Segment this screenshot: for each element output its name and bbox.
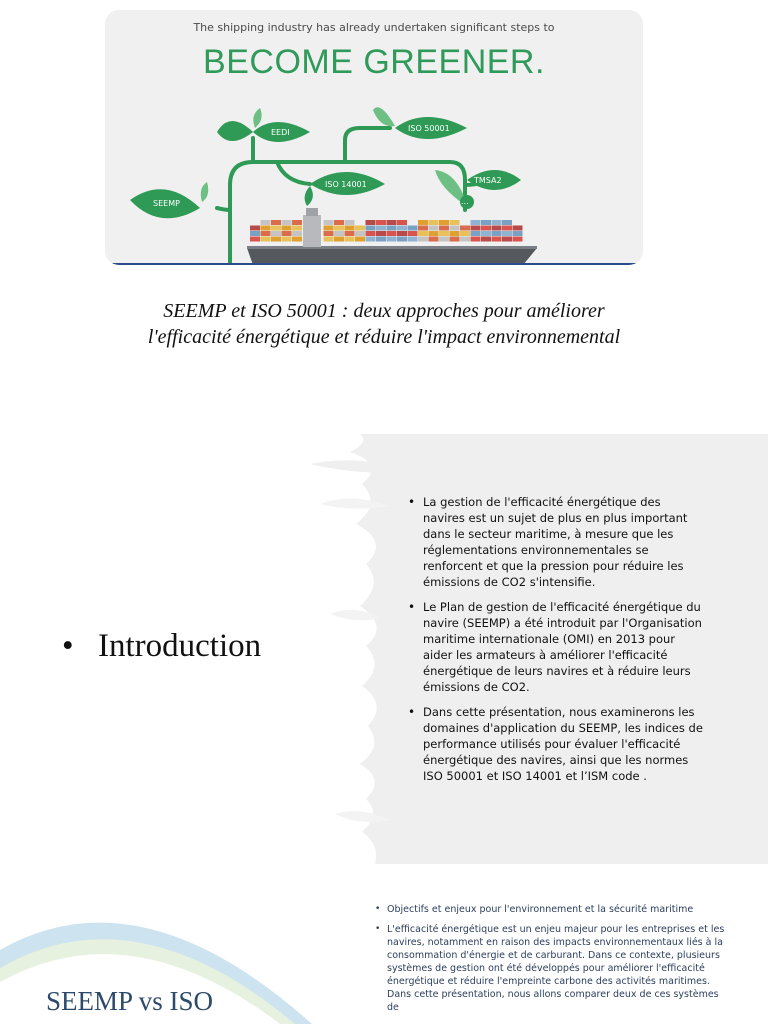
cargo-container bbox=[250, 231, 260, 236]
cargo-container bbox=[492, 237, 502, 242]
cargo-container bbox=[439, 226, 449, 231]
cargo-container bbox=[481, 226, 491, 231]
leaf bbox=[373, 107, 395, 126]
cargo-container bbox=[366, 226, 376, 231]
cargo-container bbox=[481, 237, 491, 242]
cargo-container bbox=[324, 237, 334, 242]
cargo-container bbox=[502, 231, 512, 236]
section-heading bbox=[62, 628, 261, 665]
cargo-container bbox=[418, 226, 428, 231]
cargo-container bbox=[502, 220, 512, 225]
leaf-label: SEEMP bbox=[153, 199, 180, 208]
cargo-container bbox=[271, 231, 281, 236]
cargo-container bbox=[292, 231, 302, 236]
cargo-container bbox=[450, 226, 460, 231]
list-item: • Objectifs et enjeux pour l'environnement et la sécurité maritime bbox=[374, 903, 726, 916]
cargo-container bbox=[345, 226, 355, 231]
cargo-container bbox=[324, 226, 334, 231]
cargo-container bbox=[502, 226, 512, 231]
cargo-container bbox=[450, 231, 460, 236]
cargo-container bbox=[334, 220, 344, 225]
cargo-container bbox=[376, 220, 386, 225]
cargo-container bbox=[513, 237, 523, 242]
slide3-bullet-list bbox=[374, 903, 726, 1021]
cargo-container bbox=[502, 237, 512, 242]
cargo-container bbox=[460, 231, 470, 236]
cargo-container bbox=[366, 231, 376, 236]
leaf-iso-50001 bbox=[395, 117, 467, 139]
intro-bullet-list bbox=[406, 494, 706, 793]
leaf-label: ISO 14001 bbox=[325, 180, 367, 189]
hero-subtitle: The shipping industry has already undertaken significant steps to bbox=[193, 21, 555, 34]
cargo-container bbox=[439, 231, 449, 236]
divider-line bbox=[105, 263, 643, 265]
cargo-container bbox=[376, 231, 386, 236]
cargo-container bbox=[282, 226, 292, 231]
list-item: • L'efficacité énergétique est un enjeu majeur pour les entreprises et les navires, notamment en raison des impacts environnementaux liés à la consommation d'énergie et de carburant. Dans ce contexte, plusieurs systèmes de gestion ont été développés pour améliorer l'efficacité énergétique et réduire l'empreinte carbone des activités maritimes. Dans cette présentation, nous allons comparer deux de ces systèmes de bbox=[374, 923, 726, 1014]
list-item: • Dans cette présentation, nous examinerons les domaines d'application du SEEMP, les indices de performance utilisés pour évaluer l'efficacité énergétique des navires, ainsi que les normes ISO 50001 et ISO 14001 et l’ISM code . bbox=[406, 704, 706, 784]
cargo-container bbox=[471, 231, 481, 236]
cargo-container bbox=[324, 220, 334, 225]
cargo-container bbox=[261, 231, 271, 236]
cargo-container bbox=[334, 226, 344, 231]
cargo-container bbox=[250, 226, 260, 231]
cargo-container bbox=[429, 220, 439, 225]
cargo-container bbox=[387, 226, 397, 231]
cargo-container bbox=[429, 226, 439, 231]
cargo-container bbox=[387, 231, 397, 236]
cargo-container bbox=[492, 220, 502, 225]
cargo-container bbox=[324, 231, 334, 236]
cargo-container bbox=[345, 220, 355, 225]
title-line: SEEMP et ISO 50001 : deux approches pour améliorer bbox=[163, 300, 605, 322]
cargo-container bbox=[418, 237, 428, 242]
cargo-container bbox=[460, 237, 470, 242]
cargo-container bbox=[397, 231, 407, 236]
cargo-container bbox=[387, 220, 397, 225]
leaf bbox=[305, 186, 313, 206]
cargo-container bbox=[355, 226, 365, 231]
leaf-label: TMSA2 bbox=[474, 176, 502, 185]
cargo-container bbox=[271, 226, 281, 231]
cargo-container bbox=[513, 231, 523, 236]
cargo-container bbox=[261, 237, 271, 242]
list-item: • Le Plan de gestion de l'efficacité énergétique du navire (SEEMP) a été introduit par l'Organisation maritime internationale (OMI) en 2013 pour aider les armateurs à améliorer l'efficacité énergétique de leurs navires et à réduire leurs émissions de CO2. bbox=[406, 599, 706, 695]
leaf-ellipsis bbox=[435, 170, 474, 209]
cargo-container bbox=[408, 231, 418, 236]
cargo-container bbox=[471, 237, 481, 242]
cargo-container bbox=[345, 231, 355, 236]
cargo-container bbox=[439, 237, 449, 242]
cargo-container bbox=[366, 237, 376, 242]
cargo-container bbox=[271, 237, 281, 242]
list-item: • La gestion de l'efficacité énergétique des navires est un sujet de plus en plus important dans le secteur maritime, à mesure que les réglementations environnementales se renforcent et que la pression pour réduire les émissions de CO2 s'intensifie. bbox=[406, 494, 706, 590]
cargo-container bbox=[355, 237, 365, 242]
cargo-container bbox=[471, 226, 481, 231]
leaf-label: EEDI bbox=[271, 128, 290, 137]
cargo-container bbox=[450, 237, 460, 242]
leaf-tmsa2 bbox=[467, 170, 521, 190]
cargo-container bbox=[439, 220, 449, 225]
leaf bbox=[253, 108, 261, 128]
container-ship bbox=[247, 208, 537, 265]
cargo-container bbox=[261, 220, 271, 225]
cargo-container bbox=[397, 237, 407, 242]
cargo-container bbox=[261, 226, 271, 231]
cargo-container bbox=[292, 220, 302, 225]
hero-infographic bbox=[105, 10, 643, 265]
heading-text: Introduction bbox=[98, 628, 262, 664]
cargo-container bbox=[418, 220, 428, 225]
cargo-container bbox=[282, 237, 292, 242]
cargo-container bbox=[292, 226, 302, 231]
cargo-container bbox=[397, 220, 407, 225]
cargo-container bbox=[450, 220, 460, 225]
leaf-iso-14001 bbox=[310, 172, 385, 195]
cargo-container bbox=[397, 226, 407, 231]
leaf-label: ISO 50001 bbox=[408, 124, 450, 133]
cargo-container bbox=[271, 220, 281, 225]
cargo-container bbox=[292, 237, 302, 242]
cargo-container bbox=[408, 237, 418, 242]
cargo-container bbox=[492, 226, 502, 231]
cargo-container bbox=[513, 226, 523, 231]
slide-title bbox=[0, 298, 768, 350]
slide-heading: SEEMP vs ISO bbox=[46, 986, 214, 1016]
cargo-container bbox=[418, 231, 428, 236]
leaf-seemp bbox=[130, 189, 200, 218]
cargo-container bbox=[376, 226, 386, 231]
cargo-container bbox=[492, 231, 502, 236]
leaf bbox=[217, 121, 253, 141]
cargo-container bbox=[481, 231, 491, 236]
cargo-container bbox=[376, 237, 386, 242]
cargo-container bbox=[429, 237, 439, 242]
plant-and-ship-illustration bbox=[105, 10, 643, 265]
cargo-container bbox=[282, 231, 292, 236]
cargo-container bbox=[345, 237, 355, 242]
cargo-container bbox=[408, 226, 418, 231]
cargo-container bbox=[355, 231, 365, 236]
cargo-container bbox=[282, 220, 292, 225]
cargo-container bbox=[429, 231, 439, 236]
cargo-container bbox=[387, 237, 397, 242]
cargo-container bbox=[471, 220, 481, 225]
title-line: l'efficacité énergétique et réduire l'impact environnemental bbox=[147, 326, 621, 348]
cargo-container bbox=[366, 220, 376, 225]
cargo-container bbox=[481, 220, 491, 225]
bullet-glyph: • bbox=[62, 628, 74, 664]
leaf-label: ... bbox=[461, 197, 469, 206]
cargo-container bbox=[334, 237, 344, 242]
cargo-container bbox=[250, 237, 260, 242]
cargo-container bbox=[334, 231, 344, 236]
leaf-eedi bbox=[253, 122, 310, 142]
cargo-container bbox=[460, 226, 470, 231]
hero-title: BECOME GREENER. bbox=[203, 43, 545, 81]
leaf bbox=[201, 182, 208, 202]
